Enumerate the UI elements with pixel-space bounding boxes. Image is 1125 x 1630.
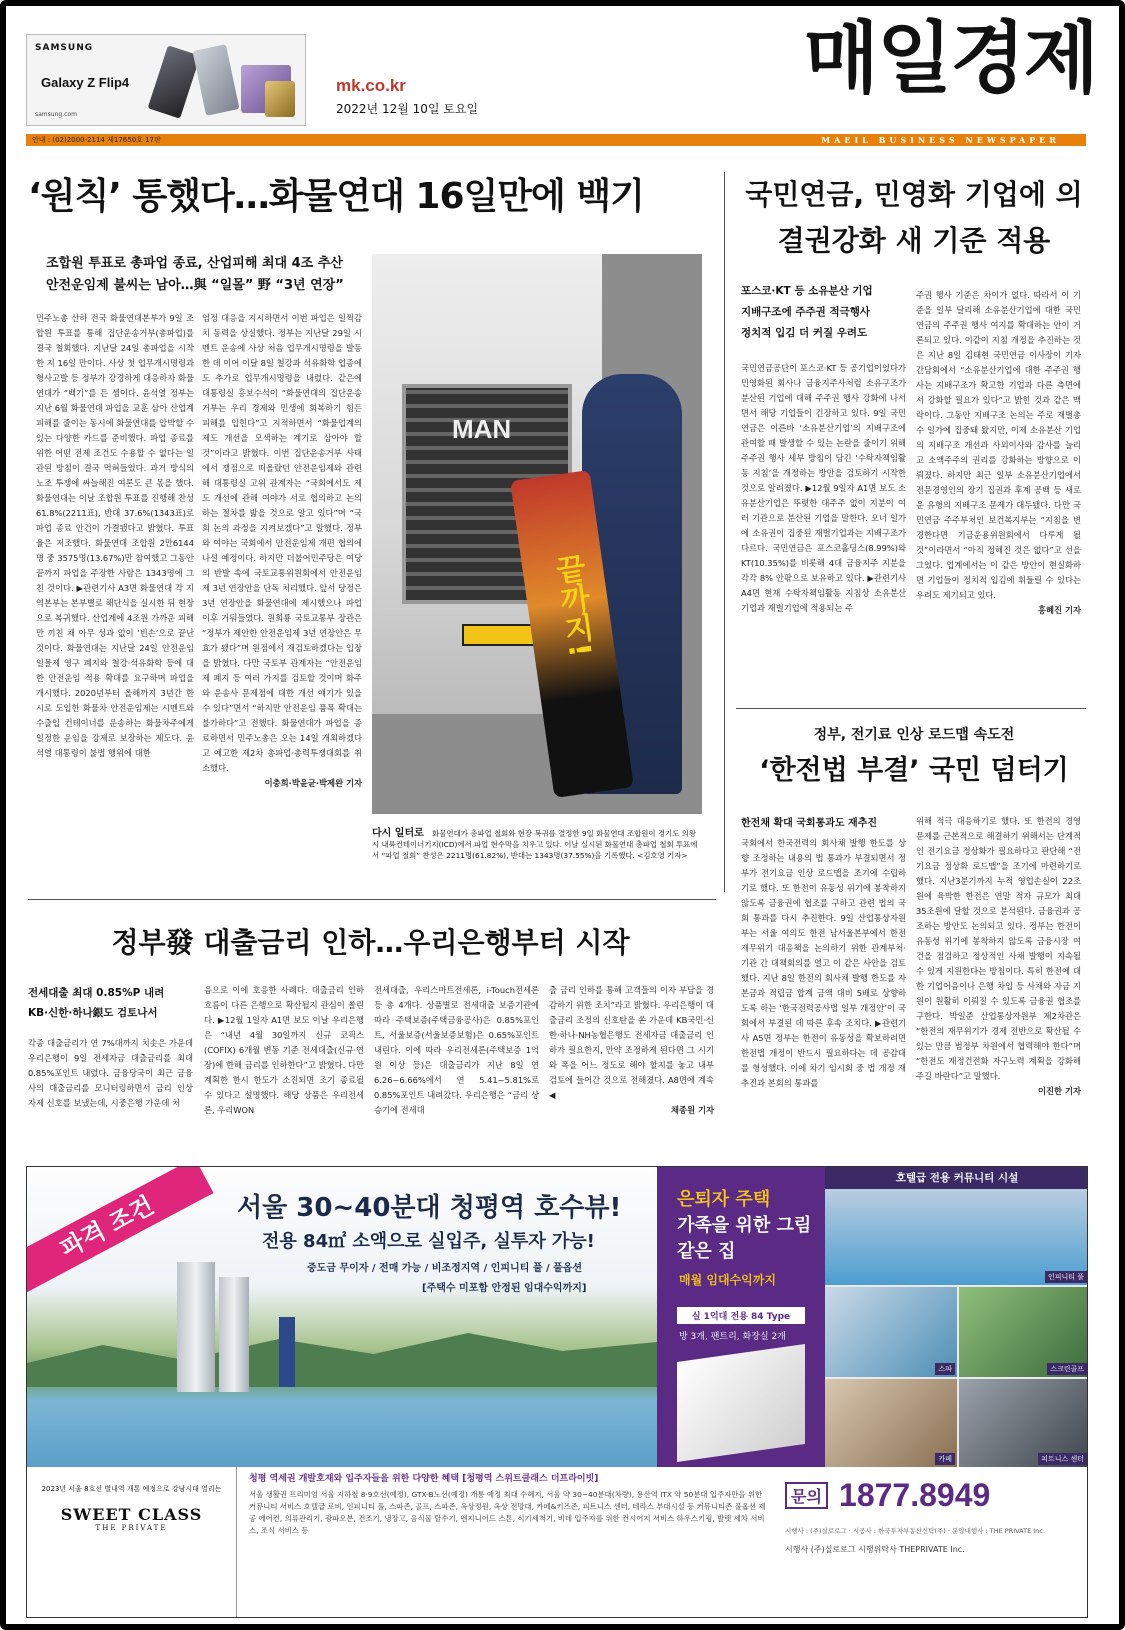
pension-body-col2	[916, 288, 1081, 701]
benefits-text: 서울 생활권 프리미엄 서울 지하철 8·9호선(예정), GTX-B노선(예정) 개통 예정 최대 수혜지, 서울 약 30~40분대(차량), 용산역 ITX 약 50분대 입주자만을 위한 커뮤니티 서비스 호텔급 로비, 인피니티 풀, 스파존, 골프, 스파존, 옥상정원, 옥상 전망대, 카페&키즈존, 피트니스 센터, 테라스 부대시설 등 커뮤니티존 풀옵션 제공 에어컨, 의류관리기, 광파오븐, 건조기, 냉장고, 음식물 탈수기, 엔지니어드 스톤, 식기세척기, 비데 입주자를 위한 컨시어지 서비스 하우스키핑, 발렛 세차 서비스, 조식 서비스 등	[249, 1490, 766, 1535]
protest-banner: 끝까지!	[510, 470, 634, 798]
sweet-text: 2023년 서울 8호선 별내역 개통 예정으로 강남시대 열리는	[41, 1485, 222, 1493]
phone-image	[193, 44, 240, 116]
ad-brand: SAMSUNG	[35, 43, 94, 53]
ad-footer	[27, 1467, 1088, 1618]
phone-image	[265, 81, 295, 117]
section-divider	[28, 899, 716, 900]
contact-phone[interactable]: 1877.8949	[839, 1477, 991, 1513]
main-body-col2	[202, 311, 362, 886]
apartment-tower	[279, 1317, 295, 1387]
kepco-headline[interactable]: ‘한전법 부결’ 국민 덤터기	[759, 755, 1069, 786]
pension-byline: 홍혜진 기자	[1038, 605, 1081, 615]
kepco-byline: 이진한 기자	[1038, 1086, 1081, 1096]
newspaper-logo: 매일경제	[803, 14, 1097, 104]
loan-body-col2: 음으로 이에 호응한 사례다. 대출금리 인하 흐름이 다른 은행으로 확산될지 관심이 쏠린다. ▶12월 1일자 A1면 보도 이날 우리은행은 “내년 4월 30일까지 신규 코픽스(COFIX) 6개월 변동 기준 전세대출(신규·연장)에 한해 금리를 인하한다”고 밝혔다. 다만 계획한 한시 한도가 소진되면 조기 종료될 수 있다고 설명했다. 해당 상품은 우리전세론, 우리WON	[204, 985, 364, 1115]
top-advertisement[interactable]	[26, 34, 306, 126]
column-divider	[724, 172, 725, 892]
rental-income: 매월 임대수익까지	[679, 1273, 776, 1287]
main-body-text: 엄정 대응을 지시하면서 이번 파업은 일찍감치 동력을 상실했다. 정부는 지난달 29일 시멘트 운송에 사상 처음 업무개시명령을 발동한 데 이어 이달 8일 철강과 석유화학 업종에도 추가로 업무개시명령을 내렸다. 같은에 대통령실 홍보수석이 “화물연대의 집단운송거부는 우리 경제와 민생에 회복하기 힘든 피해를 입힌다”고 지적하면서 “화물업계의 제도 개선을 모색하는 계기로 삼아야 할 것”이라고 밝혔다. 이번 집단운송거부 사태에서 쟁점으로 떠올랐던 안전운임제와 관련해 대통령실 고위 관계자는 “국회에서도 제도 개선에 관해 여야가 서로 협의하고 논의하는 절차를 밟을 것으로 알고 있다”며 “국회 논의 과정을 지켜보겠다”고 말했다. 정부와 여야는 국회에서 안전운임제 개편 협의에 나설 예정이다. 하지만 더불어민주당은 여당의 반발 속에 국토교통위원회에서 안전운임제 3년 연장안을 단독 처리했다. 앞서 당정은 3년 연장안을 화물연대에 제시했으나 파업 이후 거둬들였다. 원희룡 국토교통부 장관은 “정부가 제안한 안전운임제 3년 연장안은 무효가 됐다”며 원점에서 재검토하겠다는 입장을 밝혔다. 다만 국토부 관계자는 “안전운임제 폐지 등 여러 가지를 검토할 것이며 화주와 운송사 문제점에 대한 개선 얘기가 있을 수 있다”면서 “하지만 안전운임 품목 확대는 불가하다”고 전했다. 화물연대가 파업을 종료하면서 민주노총은 오는 14일 개최하겠다고 예고한 제2차 총파업·총력투쟁대회를 취소했다.	[202, 313, 362, 773]
pension-subheads	[741, 281, 901, 344]
main-subhead: 조합원 투표로 총파업 종료, 산업피해 최대 4조 추산	[46, 256, 343, 271]
ad-subheadline: 전용 84㎡ 소액으로 실입주, 실투자 가능!	[262, 1231, 595, 1252]
photo-caption	[372, 828, 702, 861]
loan-headline[interactable]: 정부發 대출금리 인하…우리은행부터 시작	[111, 926, 630, 959]
family-title: 가족을 위한 그림 같은 집	[677, 1215, 812, 1262]
site-url[interactable]: mk.co.kr	[336, 76, 406, 95]
retiree-title: 은퇴자 주택	[677, 1189, 771, 1210]
issue-date: 2022년 12월 10일 토요일	[336, 102, 479, 116]
contact-label: 문의	[785, 1482, 828, 1509]
loan-body-col1: 각종 대출금리가 연 7%대까지 치솟은 가운데 우리은행이 9일 전세자금 대출금리를 최대 0.85%포인트 내렸다. 금융당국이 최근 금융사의 대출금리를 모니터링하면서 금리 인상 자제 신호를 보냈는데, 시중은행 가운데 처	[28, 1038, 193, 1108]
caption-label: 다시 일터로	[372, 828, 424, 839]
issue-info: 안내 : (02)2000-2114 제17650호 17판	[32, 136, 161, 144]
amenities-gallery	[825, 1167, 1088, 1467]
ad-headline: 서울 30~40분대 청평역 호수뷰!	[237, 1193, 622, 1223]
pension-subhead: 정치적 입김 더 커질 우려도	[741, 327, 868, 339]
mountain-shape	[27, 1327, 657, 1387]
sweet-class-block	[27, 1467, 237, 1618]
main-subheads	[46, 253, 356, 297]
gallery-image: 피트니스 센터	[959, 1379, 1088, 1467]
price-badge: 실 1억대 전용 84 Type	[677, 1307, 805, 1324]
truck-image: MAN	[372, 254, 602, 714]
gallery-image: 카페	[825, 1379, 957, 1467]
sweet-brand: SWEET CLASS	[60, 1505, 203, 1524]
kepco-body-col1: 국회에서 한국전력의 회사채 발행 한도를 상향 조정하는 내용의 법 통과가 부결되면서 정부가 전기요금 인상 로드맵을 조기에 수립하기로 했다. 또 한전이 유동성 위기에 봉착하지 않도록 금융권에 협조를 구하고 관련 법의 국회 통과를 다시 추진한다. 9일 산업통상자원부는 서울 여의도 한전 남서울본부에서 한전 재무위기 대응책을 논의하기 위한 관계부처·기관 간 대책회의를 열고 이 같은 사안을 검토했다. 지난 8일 한전의 회사채 발행 한도를 자본금과 적립금 합계 금액 대비 5배로 상향하도록 하는 ‘한국전력공사법 일부 개정안’이 국회에서 부결된 데 따른 후속 조치다. ▶관련기사 A5면 정부는 한전이 유동성을 확보하려면 한전법 개정이 반드시 필요하다는 데 공감대를 형성했다. 이에 차기 임시회 중 법 개정 재추진과 본회의 통과를	[741, 838, 906, 1088]
ad-features: 중도금 무이자 / 전매 가능 / 비조정지역 / 인피니티 풀 / 풀옵션	[307, 1263, 583, 1274]
ad-note: [주택수 미포함 안정된 임대수익까지]	[422, 1283, 587, 1294]
developer-brand: 시행사 (주)실로로그 시행위탁사 THEPRIVATE Inc.	[785, 1545, 965, 1554]
pension-headline[interactable]: 국민연금, 민영화 기업에 의결권강화 새 기준 적용	[745, 178, 1083, 257]
room-info: 방 3개, 팬트리, 화장실 2개	[679, 1332, 786, 1342]
masthead-bar	[26, 134, 1086, 146]
kepco-subhead: 한전채 확대 국회통과도 재추진	[741, 818, 878, 829]
promo-ribbon: 파격 조건	[26, 1166, 214, 1296]
lake-scene	[27, 1167, 657, 1467]
main-byline: 이충희·박윤균·박제완 기자	[264, 778, 362, 788]
section-divider	[736, 708, 1086, 709]
gallery-title: 호텔급 전용 커뮤니티 시설	[825, 1167, 1088, 1189]
loan-subhead: KB·신한·하나銀도 검토나서	[28, 1007, 158, 1019]
ad-model: Galaxy Z Flip4	[41, 75, 130, 90]
bottom-advertisement[interactable]	[26, 1166, 1088, 1618]
loan-body-col3: 전세대출, 우리스마트전세론, i-Touch전세론 등 총 4개다. 상품별로 전세대출 보증기관에 따라 주택보증(주택금융공사)은 0.85%포인트, 서울보증(서울보증보험)은 0.65%포인트 내린다. 이에 따라 우리전세론(주택보증 1억원 이상 등)은 대출금리가 지난 8일 연 6.26~6.66%에서 연 5.41~5.81%로 0.85%포인트 내려갔다. 우리은행은 “금리 상승기에 전세대	[374, 985, 539, 1115]
ad-site: samsung.com	[35, 111, 77, 118]
caption-text: 화물연대가 총파업 철회와 현장 복귀를 결정한 9일 화물연대 조합원이 경기도 의왕시 내륙컨테이너기지(ICD)에서 파업 현수막을 치우고 있다. 이날 실시된 화물연대 총파업 철회 투표에서 “파업 철회” 찬성은 2211명(61.82%), 반대는 1343명(37.55%)을 기록했다. <김호영 기자>	[372, 829, 698, 860]
loan-byline: 채종원 기자	[671, 1105, 714, 1115]
contact-fineprint: 시행사 : (주)실로로그 · 시공사 : 한국투자부동산신탁(주) · 분양대행사 : THE PRIVATE Inc.	[785, 1527, 1045, 1535]
loan-body-col4	[549, 983, 714, 1151]
loan-subhead: 전세대출 최대 0.85%P 내려	[28, 987, 165, 999]
gallery-image: 인피니티 풀	[825, 1189, 1088, 1285]
main-headline[interactable]: ‘원칙’ 통했다…화물연대 16일만에 백기	[28, 176, 644, 217]
loan-body-text: 출 금리 인하를 통해 고객들의 이자 부담을 경감하기 위한 조치”라고 밝혔다. 우리은행이 대출금리 조정의 신호탄을 쏜 가운데 KB국민·신한·하나·NH농협은행도 전세자금 대출금리 인하가 필요한지, 만약 조정하게 된다면 그 시기와 폭을 어느 정도로 해야 할지를 놓고 내부 검토에 들어간 것으로 전해졌다. A8면에 계속 ◀	[549, 985, 714, 1100]
pension-subhead: 포스코·KT 등 소유분산 기업	[741, 285, 873, 297]
loan-subheads	[28, 983, 193, 1023]
retiree-panel	[657, 1167, 825, 1467]
pension-body-col1: 국민연금공단이 포스코·KT 등 공기업이었다가 민영화된 회사나 금융지주사처럼 소유구조가 분산된 기업에 대해 주주권 행사 강화에 나서면서 해당 기업들이 긴장하고 있다. 9일 국민연금은 이른바 ‘소유분산기업’의 지배구조에 관여할 때 발생할 수 있는 논란을 줄이기 위해 주주권 행사 세부 방침이 담긴 ‘수탁자책임활동 지침’을 개정하는 방안을 검토하기 시작한 것으로 알려졌다. ▶12월 9일자 A1면 보도 소유분산기업은 뚜렷한 대주주 없이 지분이 여러 기관으로 분산된 기업을 말한다. 오너 일가에 소유권이 집중된 재벌기업과는 지배구조가 다르다. 국민연금은 포스코홀딩스(8.99%)와 KT(10.35%)를 비롯해 4대 금융지주 지분을 각각 8% 안팎으로 보유하고 있다. ▶관련기사 A4면 현재 수탁자책임활동 지침상 소유분산기업과 재벌기업에 적용되는 주	[741, 363, 906, 613]
apartment-tower	[177, 1262, 215, 1392]
main-subhead: 안전운임제 불씨는 남아…與 “일몰” 野 “3년 연장”	[46, 278, 344, 293]
kepco-body-text: 위해 적극 대응하기로 했다. 또 한전의 경영 문제를 근본적으로 해결하기 위해서는 단계적인 전기요금 정상화가 필요하다고 판단해 “전기요금 정상화 로드맵”을 조기에 마련하기로 했다. 지난3분기까지 누적 영업손실이 22조원에 육박한 한전은 연말 적자 규모가 최대 35조원에 달할 것으로 분석된다. 금융권과 공조하는 방안도 논의되고 있다. 정부는 한전이 유동성 위기에 봉착하지 않도록 금융시장 여건을 점검하고 정상적인 사채 발행이 지속될 수 있게 지원한다는 방침이다. 특히 한전에 대한 기업어음이나 은행 차입 등 사채와 자금 지원이 원활히 이뤄질 수 있도록 금융권 협조를 구한다. 박일준 산업통상자원부 제2차관은 “한전의 재무위기가 경제 전반으로 확산될 수 있는 만큼 범정부 차원에서 협력해야 한다”며 “한전도 재정건전화 자구노력 계획을 강화해주길 바란다”고 말했다.	[916, 816, 1081, 1081]
english-title: MAEIL BUSINESS NEWSPAPER	[821, 135, 1060, 145]
phone-image	[148, 45, 201, 118]
contact-block[interactable]	[785, 1477, 1085, 1555]
gallery-image: 스크린골프	[959, 1287, 1088, 1377]
benefits-block	[249, 1473, 769, 1537]
kepco-preheadline: 정부, 전기료 인상 로드맵 속도전	[813, 727, 1015, 743]
floor-plan-image	[677, 1344, 805, 1462]
benefits-title: 청평 역세권 개발호재와 입주자들을 위한 다양한 혜택 [청평역 스위트클래스 더프라이빗]	[249, 1474, 599, 1484]
pension-body-text: 주권 행사 기준은 차이가 없다. 따라서 이 기준을 일부 달리해 소유분산기업에 대한 국민연금의 주주권 행사 여지를 확대하는 안이 거론되고 있다. 이같이 지침 개정을 추진하는 것은 지난 8일 김태현 국민연금 이사장이 기자간담회에서 “소유분산기업에 대한 주주권 행사는 지배구조가 확고한 기업과 다른 측면에서 강화할 필요가 있다”고 밝힌 것과 같은 맥락이다. 그동안 지배구조 논의는 주로 재벌총수 일가에 집중돼 왔지만, 이제 소유분산 기업의 지배구조 개선과 사외이사와 감사를 늘리고 소액주주의 권리를 강화하는 방향으로 이뤄졌다. 하지만 최근 일부 소유분산기업에서 전문경영인의 장기 집권과 후계 공백 등 새로운 유형의 지배구조 문제가 대두됐다. 다만 국민연금 주주부처인 보건복지부는 “지침을 변경한다면 기금운용위원회에서 다루게 될 것”이라면서 “아직 정해진 것은 없다”고 선을 그었다. 업계에서는 이 같은 방안이 현실화하면 기업들이 정치적 입김에 휘둘릴 수 있다는 우려도 제기되고 있다.	[916, 290, 1081, 600]
gallery-image: 스파	[825, 1287, 957, 1377]
news-photo[interactable]	[372, 254, 702, 814]
sweet-sub: THE PRIVATE	[95, 1524, 168, 1532]
apartment-tower	[219, 1277, 249, 1392]
pension-subhead: 지배구조에 주주권 적극행사	[741, 306, 871, 318]
main-body-col1: 민주노총 산하 전국 화물연대본부가 9일 조합원 투표를 통해 집단운송거부(총파업)를 결국 철회했다. 지난달 24일 총파업을 시작한 지 16일 만이다. 사상 첫 업무개시명령과 형사고발 등 정부가 강경하게 대응하자 화물연대가 “백기”를 든 셈이다. 윤석열 정부는 지난 6월 화물연대 파업을 교훈 삼아 산업계 피해를 줄이는 동시에 화물연대를 압박할 수 있는 다양한 카드를 준비했다. 파업 종료를 위한 어떤 전제 조건도 수용할 수 없다는 일관된 방침이 결국 먹혀들었다. 과거 방식의 노조 투쟁에 싸늘해진 여론도 큰 몫을 했다. 화물연대는 이날 조합원 투표를 진행해 찬성 61.8%(2211표), 반대 37.6%(1343표)로 파업 종료 안건이 가결됐다고 밝혔다. 투표율은 저조했다. 화물연대 조합원 2만6144명 중 3575명(13.67%)만 참여했고 그동안 끝까지 파업을 주장한 사람은 1343명에 그친 것이다. ▶관련기사 A3면 화물연대 각 지역본부는 본부별로 해단식을 실시한 뒤 현장으로 복귀했다. 산업계에 4조원 가까운 피해만 끼친 채 아무 성과 없이 ‘빈손’으로 끝난 것이다. 화물연대는 지난달 24일 안전운임일몰제 영구 폐지와 철강·석유화학 등에 대한 안전운임 적용 확대를 요구하며 파업을 개시했다. 2020년부터 올해까지 3년간 한시로 도입한 화물차 안전운임제는 시멘트와 수출입 컨테이너를 운송하는 화물차주에게 일정한 운임을 강제로 보장하는 제도다. 윤석열 대통령이 불법 행위에 대한	[36, 313, 194, 758]
kepco-body-col2	[916, 814, 1081, 1146]
